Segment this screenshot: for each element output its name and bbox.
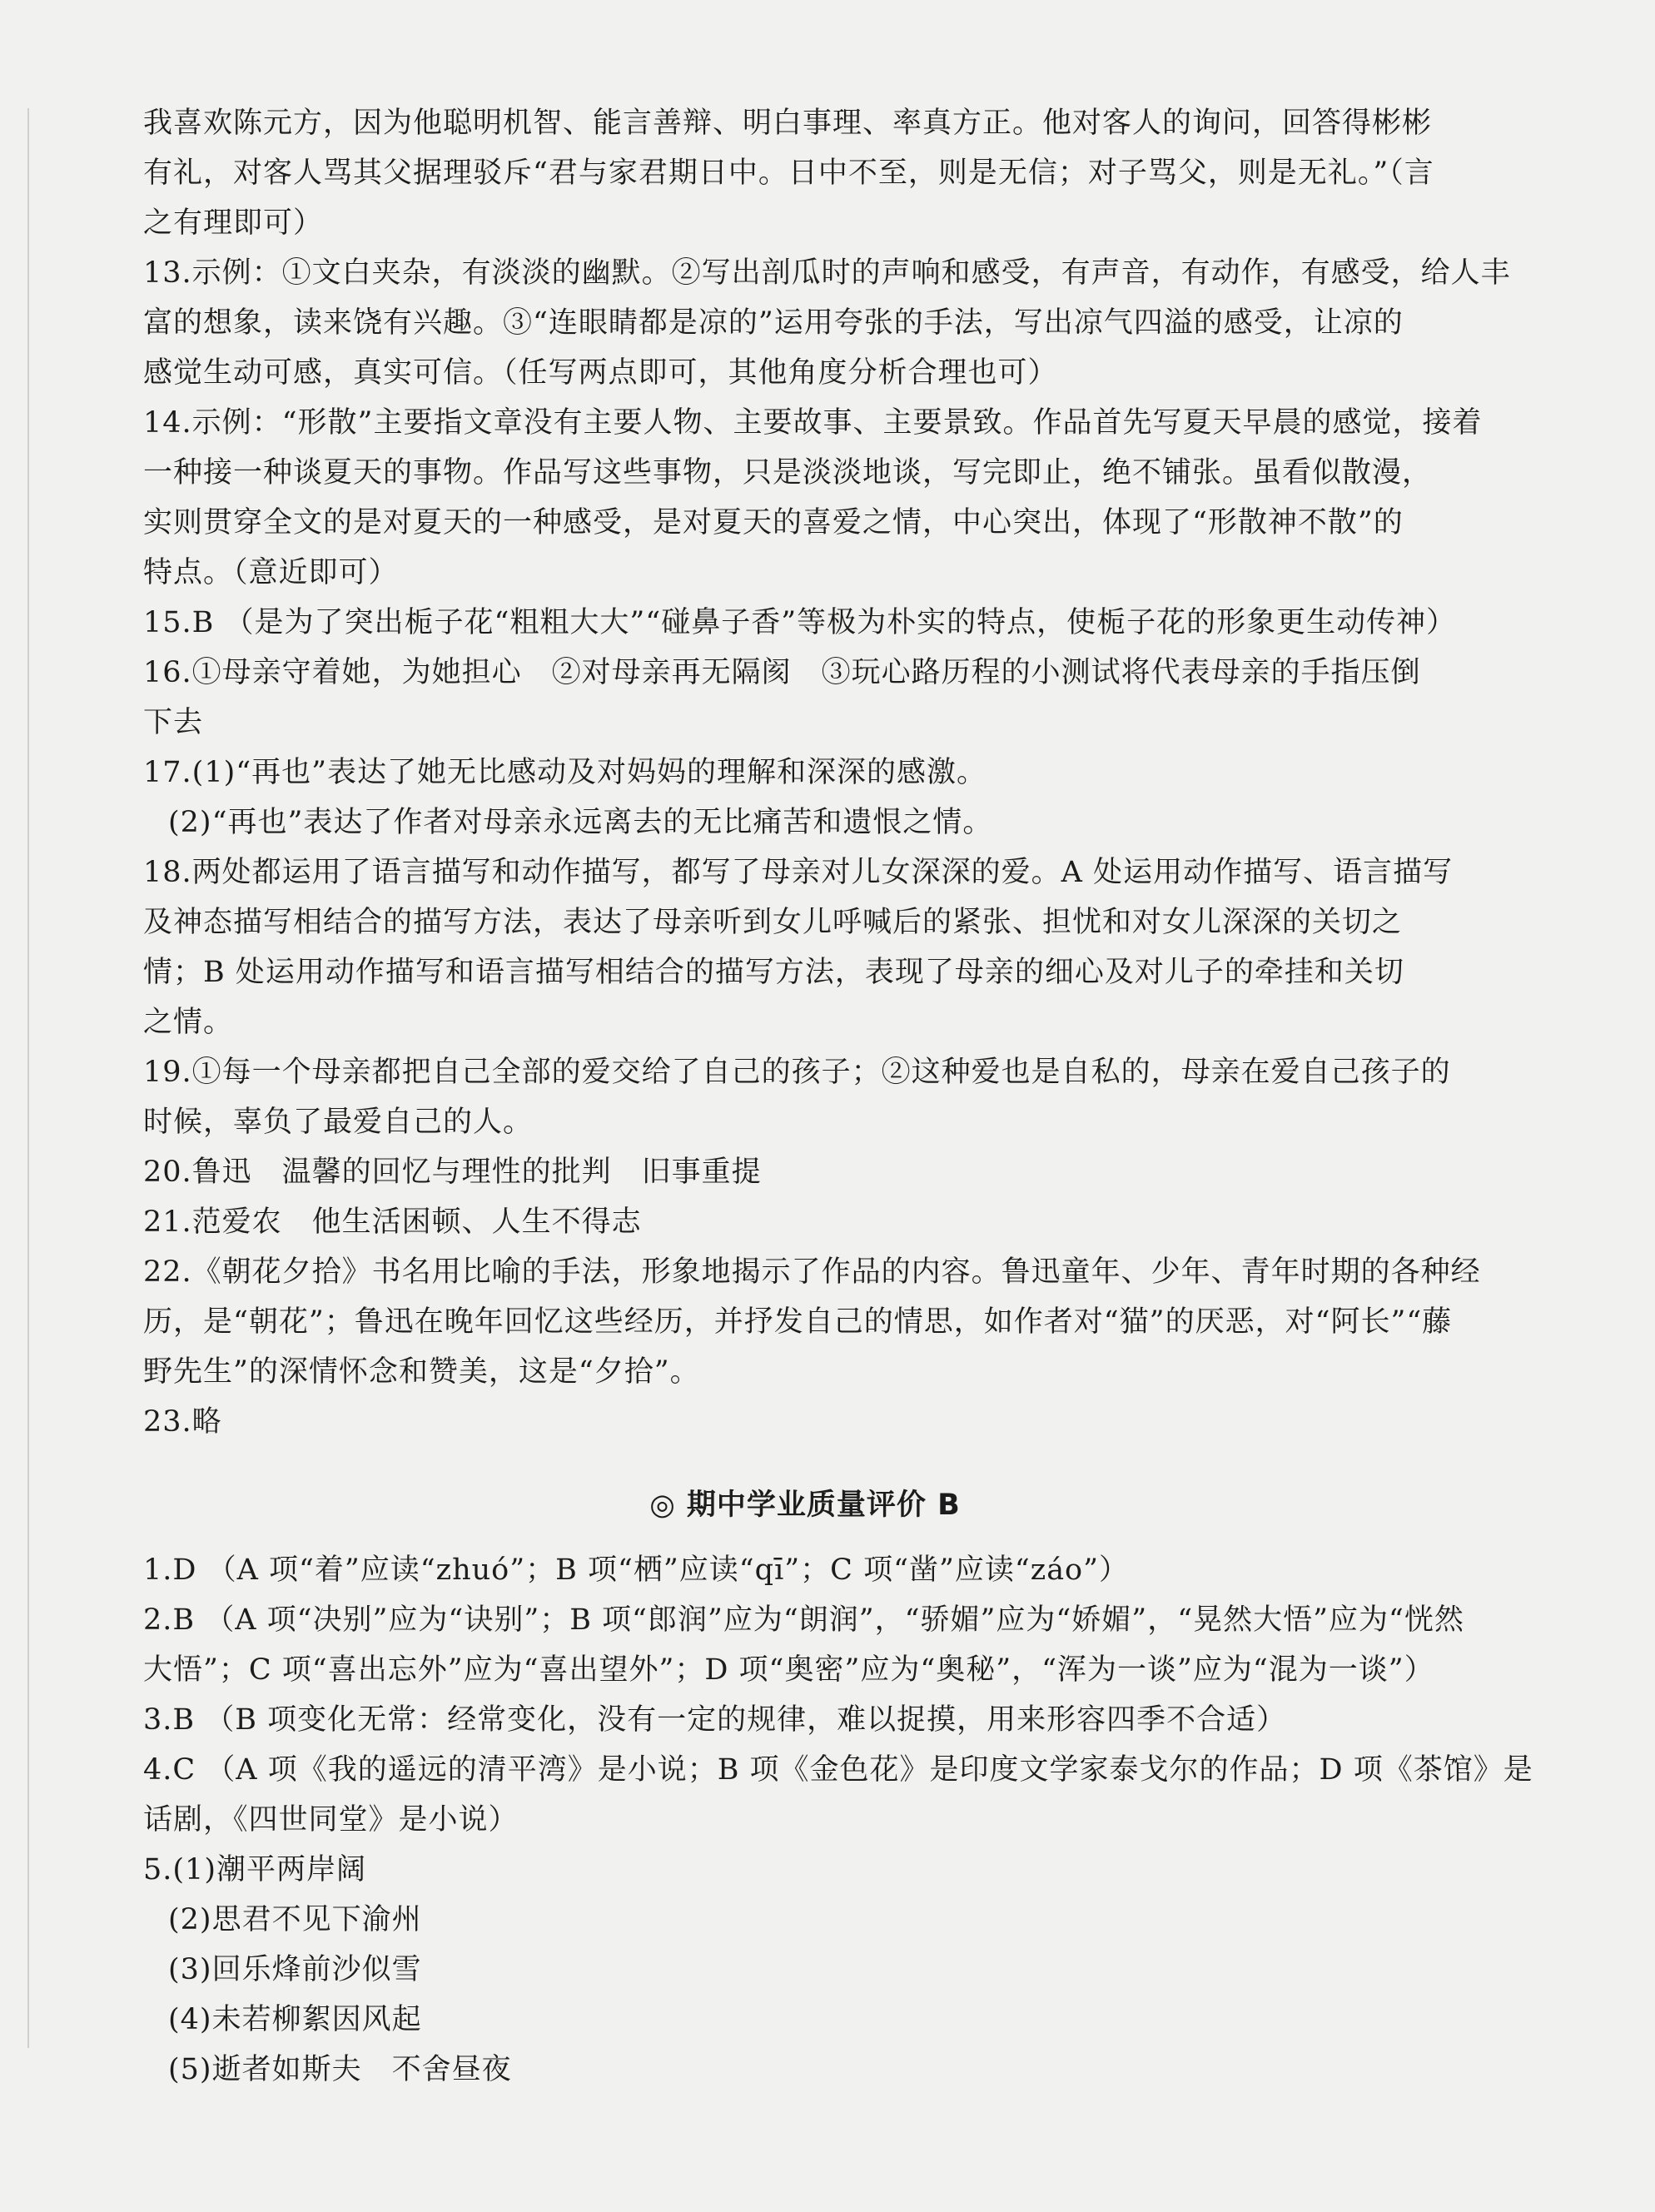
answer-23-line: 23.略 [143,1405,222,1439]
answer-1-line: 1.D （A 项“着”应读“zhuó”；B 项“栖”应读“qī”；C 项“凿”应读“záo”） [143,1553,1130,1587]
answer-line: 特点。（意近即可） [143,556,399,589]
answer-17-line: 17.(1)“再也”表达了她无比感动及对妈妈的理解和深深的感激。 [143,756,987,789]
answer-line: 之情。 [143,1006,234,1039]
answer-18-line: 18.两处都运用了语言描写和动作描写，都写了母亲对儿女深深的爱。A 处运用动作描写、语言描写 [143,856,1454,889]
answer-line: (5)逝者如斯夫 不舍昼夜 [168,2053,512,2086]
answer-22-line: 22.《朝花夕拾》书名用比喻的手法，形象地揭示了作品的内容。鲁迅童年、少年、青年时期的各种经 [143,1255,1481,1289]
binding-margin-line [27,108,29,2048]
answer-line: 时候，辜负了最爱自己的人。 [143,1106,534,1139]
answer-13-line: 13.示例：①文白夹杂，有淡淡的幽默。②写出剖瓜时的声响和感受，有声音，有动作，有感受，给人丰 [143,256,1511,290]
answer-line: 实则贯穿全文的是对夏天的一种感受，是对夏天的喜爱之情，中心突出，体现了“形散神不散”的 [143,506,1404,539]
answer-5-line: 5.(1)潮平两岸阔 [143,1853,366,1886]
answers-part-1 [143,98,1511,1447]
answer-line: 一种接一种谈夏天的事物。作品写这些事物，只是淡淡地谈，写完即止，绝不铺张。虽看似散漫， [143,456,1433,490]
answer-line: 有礼，对客人骂其父据理驳斥“君与家君期日中。日中不至，则是无信；对子骂父，则是无礼。”（言 [143,157,1434,190]
answer-21-line: 21.范爱农 他生活困顿、人生不得志 [143,1205,642,1239]
answer-line: 感觉生动可感，真实可信。（任写两点即可，其他角度分析合理也可） [143,356,1058,390]
answer-line: 历，是“朝花”；鲁迅在晚年回忆这些经历，并抒发自己的情思，如作者对“猫”的厌恶，对“阿长”“藤 [143,1305,1453,1339]
answer-line: 富的想象，读来饶有兴趣。③“连眼睛都是凉的”运用夸张的手法，写出凉气四溢的感受，让凉的 [143,306,1404,340]
answer-line: 及神态描写相结合的描写方法，表达了母亲听到女儿呼喊后的紧张、担忧和对女儿深深的关切之 [143,906,1403,939]
answer-line: 之有理即可） [143,206,324,240]
answer-line: 话剧，《四世同堂》是小说） [143,1803,519,1837]
answer-4-line: 4.C （A 项《我的遥远的清平湾》是小说；B 项《金色花》是印度文学家泰戈尔的作品；D 项《茶馆》是 [143,1753,1533,1787]
answer-14-line: 14.示例：“形散”主要指文章没有主要人物、主要故事、主要景致。作品首先写夏天早晨的感觉，接着 [143,406,1483,440]
answer-line: (2)“再也”表达了作者对母亲永远离去的无比痛苦和遗恨之情。 [168,806,993,839]
answer-line: (4)未若柳絮因风起 [168,2003,422,2036]
answers-part-2 [143,1545,1533,2095]
answer-line: 大悟”；C 项“喜出忘外”应为“喜出望外”；D 项“奥密”应为“奥秘”，“浑为一谈”应为“混为一谈”） [143,1653,1434,1687]
answer-line: 我喜欢陈元方，因为他聪明机智、能言善辩、明白事理、率真方正。他对客人的询问，回答得彬彬 [143,107,1433,140]
answer-3-line: 3.B （B 项变化无常：经常变化，没有一定的规律，难以捉摸，用来形容四季不合适） [143,1703,1287,1737]
answer-line: (2)思君不见下渝州 [168,1903,422,1936]
section-title: ◎ 期中学业质量评价 B [649,1489,961,1522]
answer-2-line: 2.B （A 项“决别”应为“诀别”；B 项“郎润”应为“朗润”，“骄媚”应为“娇媚”，“晃然大悟”应为“恍然 [143,1603,1464,1637]
answer-19-line: 19.①每一个母亲都把自己全部的爱交给了自己的孩子；②这种爱也是自私的，母亲在爱自己孩子的 [143,1056,1451,1089]
answer-15-line: 15.B （是为了突出栀子花“粗粗大大”“碰鼻子香”等极为朴实的特点，使栀子花的形象更生动传神） [143,606,1457,639]
answer-20-line: 20.鲁迅 温馨的回忆与理性的批判 旧事重提 [143,1156,762,1189]
answer-line: (3)回乐烽前沙似雪 [168,1953,422,1986]
answer-line: 情；B 处运用动作描写和语言描写相结合的描写方法，表现了母亲的细心及对儿子的牵挂和关切 [143,956,1404,989]
answer-line: 野先生”的深情怀念和赞美，这是“夕拾”。 [143,1355,700,1389]
answer-line: 下去 [143,706,204,739]
answer-16-line: 16.①母亲守着她，为她担心 ②对母亲再无隔阂 ③玩心路历程的小测试将代表母亲的手指压倒 [143,656,1421,689]
answer-key-content [143,98,1533,2095]
